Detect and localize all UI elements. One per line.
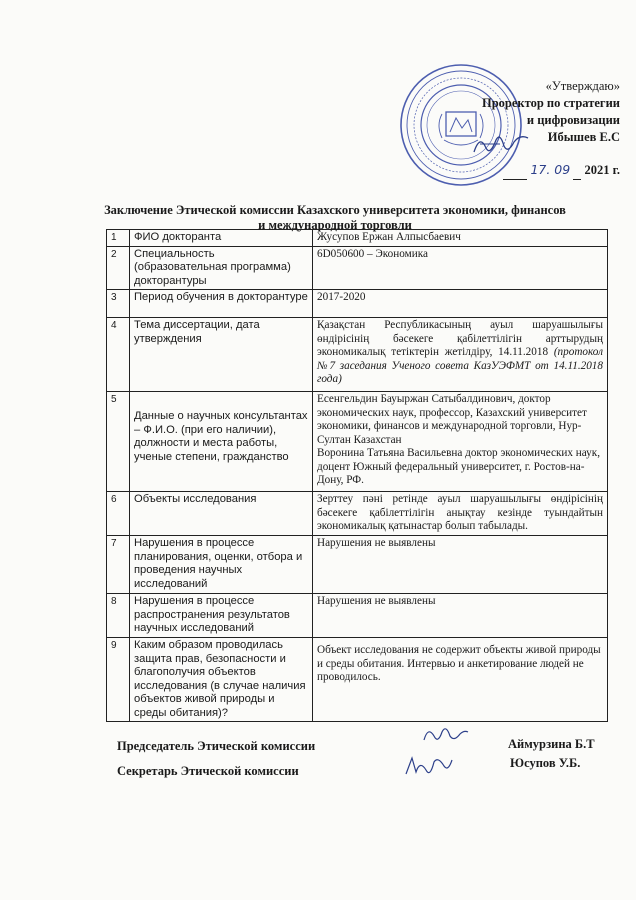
conclusion-table — [106, 229, 608, 722]
row-label: Нарушения в процессе планирования, оценки, отбора и проведения научных исследований — [130, 536, 313, 594]
row-label: ФИО докторанта — [130, 230, 313, 247]
row-value: Объект исследования не содержит объекты живой природы и среды обитания. Интервью и анкетирование людей не проводилось. — [313, 638, 608, 722]
rector-signature-icon — [470, 126, 532, 160]
row-number: 3 — [107, 290, 130, 318]
row-number: 7 — [107, 536, 130, 594]
approval-date — [410, 161, 620, 180]
approval-name: Ибышев Е.С — [547, 130, 620, 144]
table-row — [107, 536, 608, 594]
chair-title: Председатель Этической комиссии — [117, 739, 316, 753]
dissertation-topic: Қазақстан Республикасының ауыл шаруашылығы өндірісінің бәсекеге қабілеттілігін арттырудың экономикалық тетіктерін жетілдіру, 14.11.2018 — [317, 319, 603, 358]
chair-signature-icon — [420, 720, 472, 748]
approval-heading: «Утверждаю» — [545, 79, 620, 93]
row-value: Нарушения не выявлены — [313, 594, 608, 638]
row-number: 6 — [107, 492, 130, 536]
table-row — [107, 230, 608, 247]
row-number: 4 — [107, 318, 130, 392]
approval-date-handwritten: 17. 09 — [530, 162, 571, 177]
row-value: 2017-2020 — [313, 290, 608, 318]
row-value — [313, 392, 608, 492]
row-value: Нарушения не выявлены — [313, 536, 608, 594]
row-label: Каким образом проводилась защита прав, безопасности и благополучия объектов исследования (в случае наличия объектов живой природы и среды обитания)? — [130, 638, 313, 722]
approval-protocol: (протокол №7 заседания Ученого совета КазУЭФМТ от 14.11.2018 года) — [317, 346, 603, 385]
table-row — [107, 594, 608, 638]
table-row — [107, 246, 608, 290]
secretary-signature-icon — [402, 752, 454, 780]
approval-year: 2021 г. — [584, 163, 620, 177]
row-label: Тема диссертации, дата утверждения — [130, 318, 313, 392]
document-title: Заключение Этической комиссии Казахского университета экономики, финансов и международной торговли — [104, 203, 566, 232]
table-row — [107, 638, 608, 722]
row-label: Данные о научных консультантах – Ф.И.О. (при его наличии), должности и места работы, ученые степени, гражданство — [130, 392, 313, 492]
row-value: 6D050600 – Экономика — [313, 246, 608, 290]
table-row — [107, 290, 608, 318]
chair-name: Аймурзина Б.Т — [508, 737, 595, 751]
approval-position: Проректор по стратегии — [482, 96, 620, 110]
row-label: Специальность (образовательная программа) докторантуры — [130, 246, 313, 290]
approval-position-cont: и цифровизации — [526, 113, 620, 127]
row-label: Нарушения в процессе распространения результатов научных исследований — [130, 594, 313, 638]
row-value: Зерттеу пәні ретінде ауыл шаруашылығы өндірісінің бәсекеге қабілеттілігін анықтау кезінде туындайтын экономикалық қатынастар болып табылады. — [313, 492, 608, 536]
row-label: Объекты исследования — [130, 492, 313, 536]
secretary-title: Секретарь Этической комиссии — [117, 764, 299, 778]
row-value — [313, 318, 608, 392]
secretary-name: Юсупов У.Б. — [510, 756, 581, 770]
consultant-2: Воронина Татьяна Васильевна доктор экономических наук, доцент Южный федеральный университет, г. Ростов-на-Дону, РФ. — [317, 447, 601, 486]
row-label: Период обучения в докторантуре — [130, 290, 313, 318]
row-number: 9 — [107, 638, 130, 722]
row-number: 2 — [107, 246, 130, 290]
table-row — [107, 318, 608, 392]
row-number: 5 — [107, 392, 130, 492]
table-row — [107, 492, 608, 536]
row-number: 8 — [107, 594, 130, 638]
consultant-1: Есенгельдин Бауыржан Сатыбалдинович, доктор экономических наук, профессор, Казахский университет экономики, финансов и международной торговли, Нур-Султан Казахстан — [317, 393, 587, 446]
row-number: 1 — [107, 230, 130, 247]
table-row — [107, 392, 608, 492]
row-value: Жусупов Ержан Алпысбаевич — [313, 230, 608, 247]
